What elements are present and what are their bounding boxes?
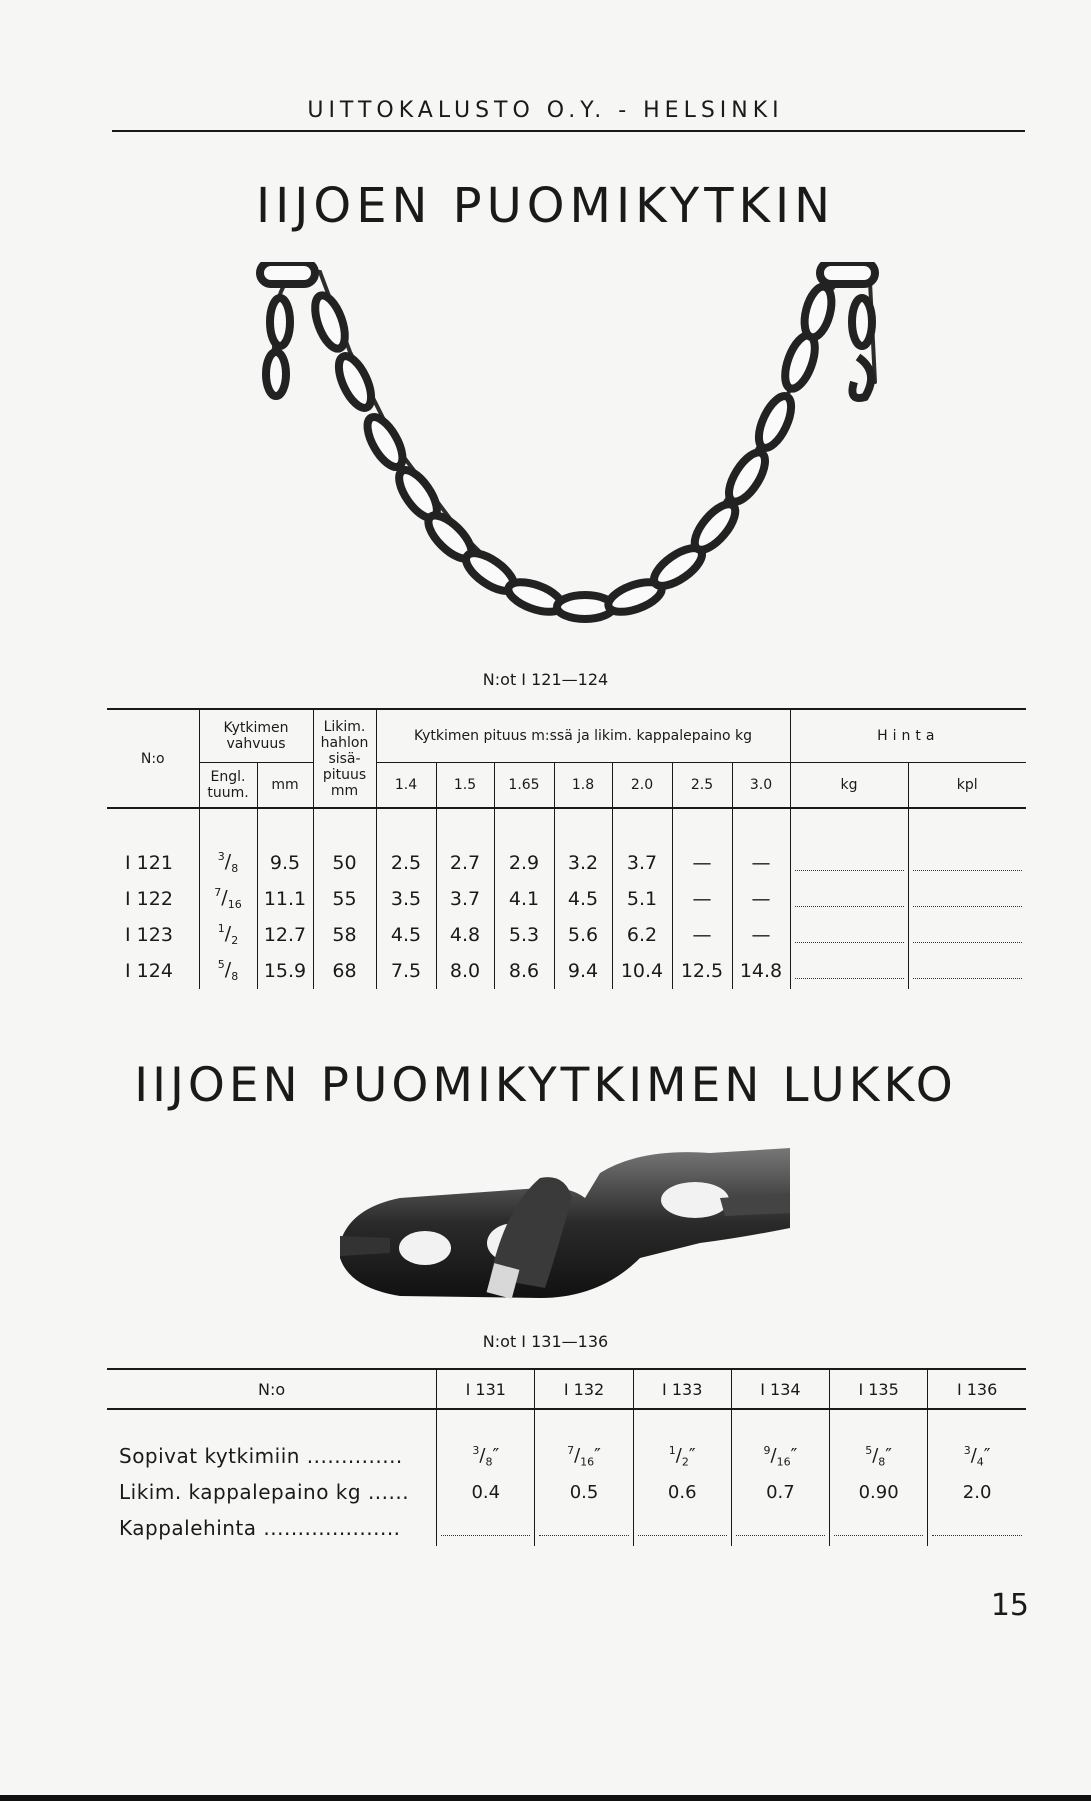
- row-weight: 5.6: [554, 917, 612, 953]
- weight-value: 0.5: [535, 1474, 633, 1510]
- page-number: 15: [990, 1588, 1029, 1623]
- header-rule: [112, 130, 1025, 132]
- row-weight: —: [732, 917, 790, 953]
- price-kg-blank: [790, 881, 908, 917]
- weight-value: 0.90: [830, 1474, 928, 1510]
- col-header-no: N:o: [107, 709, 199, 808]
- weight-value: 0.4: [437, 1474, 535, 1510]
- row-weight: —: [672, 845, 732, 881]
- weight-value: 2.0: [928, 1474, 1026, 1510]
- row-no: I 122: [125, 888, 173, 910]
- row-weight: 3.7: [436, 881, 494, 917]
- row-weight: 5.3: [494, 917, 554, 953]
- row-weight: 6.2: [612, 917, 672, 953]
- table-row: [107, 1510, 1026, 1546]
- company-header: UITTOKALUSTO O.Y. - HELSINKI: [307, 98, 784, 123]
- row-mm: 9.5: [257, 845, 313, 881]
- row-link: 68: [313, 953, 376, 989]
- col-header-length: Kytkimen pituus m:ssä ja likim. kappalepaino kg: [376, 709, 790, 763]
- row-weight: 10.4: [612, 953, 672, 989]
- price-kpl-blank: [908, 917, 1026, 953]
- model-header: I 132: [535, 1369, 633, 1409]
- row-label-fits: Sopivat kytkimiin ..............: [119, 1444, 403, 1468]
- row-inch: $^1/_2$: [199, 917, 257, 953]
- row-weight: 4.5: [554, 881, 612, 917]
- row-no: I 124: [125, 960, 173, 982]
- model-header: I 135: [830, 1369, 928, 1409]
- row-weight: —: [732, 881, 790, 917]
- table-row: [107, 953, 1026, 989]
- length-header: 2.0: [612, 763, 672, 809]
- row-weight: 4.8: [436, 917, 494, 953]
- table-row: [107, 1438, 1026, 1474]
- price-kpl-blank: [908, 953, 1026, 989]
- model-header: I 131: [437, 1369, 535, 1409]
- figure-caption-2: N:ot I 131—136: [482, 1332, 609, 1351]
- weight-value: 0.6: [633, 1474, 731, 1510]
- fit-value: $^3/_8''$: [437, 1438, 535, 1474]
- lock-illustration: [340, 1148, 790, 1314]
- row-weight: 12.5: [672, 953, 732, 989]
- row-weight: 8.6: [494, 953, 554, 989]
- row-weight: —: [672, 881, 732, 917]
- length-header: 1.65: [494, 763, 554, 809]
- table-row: [107, 1474, 1026, 1510]
- row-label-price: Kappalehinta ....................: [119, 1516, 401, 1540]
- col-header-thickness-mm: mm: [257, 763, 313, 809]
- row-link: 55: [313, 881, 376, 917]
- row-mm: 11.1: [257, 881, 313, 917]
- price-blank: [437, 1510, 535, 1546]
- figure-caption-1: N:ot I 121—124: [482, 670, 609, 689]
- length-header: 1.5: [436, 763, 494, 809]
- row-weight: 8.0: [436, 953, 494, 989]
- chain-path-left: [270, 271, 875, 612]
- row-weight: 9.4: [554, 953, 612, 989]
- table-row: [107, 917, 1026, 953]
- table-row: [107, 881, 1026, 917]
- price-kpl-blank: [908, 881, 1026, 917]
- price-blank: [535, 1510, 633, 1546]
- section2-title: IIJOEN PUOMIKYTKIMEN LUKKO: [134, 1058, 957, 1113]
- col-header-thickness: Kytkimen vahvuus: [199, 709, 313, 763]
- row-weight: 5.1: [612, 881, 672, 917]
- row-link: 58: [313, 917, 376, 953]
- model-header: I 134: [731, 1369, 829, 1409]
- row-mm: 15.9: [257, 953, 313, 989]
- fit-value: $^1/_2''$: [633, 1438, 731, 1474]
- table-row: [107, 845, 1026, 881]
- price-blank: [928, 1510, 1026, 1546]
- price-kg-blank: [790, 953, 908, 989]
- row-weight: 3.2: [554, 845, 612, 881]
- col-header-thickness-in: Engl. tuum.: [199, 763, 257, 809]
- row-no: I 121: [125, 852, 173, 874]
- col-header-no: N:o: [107, 1369, 437, 1409]
- fit-value: $^7/_{16}''$: [535, 1438, 633, 1474]
- row-weight: 7.5: [376, 953, 436, 989]
- row-inch: $^3/_8$: [199, 845, 257, 881]
- chain-spec-table: [107, 708, 1026, 989]
- price-blank: [633, 1510, 731, 1546]
- row-weight: 2.9: [494, 845, 554, 881]
- col-header-price-kpl: kpl: [908, 763, 1026, 809]
- price-kg-blank: [790, 917, 908, 953]
- col-header-price: Hinta: [790, 709, 1026, 763]
- row-weight: 14.8: [732, 953, 790, 989]
- length-header: 3.0: [732, 763, 790, 809]
- fit-value: $^9/_{16}''$: [731, 1438, 829, 1474]
- price-blank: [830, 1510, 928, 1546]
- col-header-link: Likim. hahlon sisä-pituus mm: [313, 709, 376, 808]
- row-weight: 4.5: [376, 917, 436, 953]
- lock-spec-table: [107, 1368, 1026, 1546]
- row-weight: —: [672, 917, 732, 953]
- price-kg-blank: [790, 845, 908, 881]
- row-label-weight: Likim. kappalepaino kg ......: [119, 1480, 410, 1504]
- row-weight: 2.7: [436, 845, 494, 881]
- model-header: I 136: [928, 1369, 1026, 1409]
- model-header: I 133: [633, 1369, 731, 1409]
- row-weight: 3.7: [612, 845, 672, 881]
- scan-edge: [0, 1795, 1091, 1801]
- chain-illustration: [250, 262, 880, 642]
- length-header: 1.8: [554, 763, 612, 809]
- fit-value: $^3/_4''$: [928, 1438, 1026, 1474]
- col-header-price-kg: kg: [790, 763, 908, 809]
- length-header: 2.5: [672, 763, 732, 809]
- row-link: 50: [313, 845, 376, 881]
- row-inch: $^5/_8$: [199, 953, 257, 989]
- length-header: 1.4: [376, 763, 436, 809]
- row-mm: 12.7: [257, 917, 313, 953]
- weight-value: 0.7: [731, 1474, 829, 1510]
- price-kpl-blank: [908, 845, 1026, 881]
- row-inch: $^7/_{16}$: [199, 881, 257, 917]
- row-weight: 2.5: [376, 845, 436, 881]
- row-weight: 3.5: [376, 881, 436, 917]
- section1-title: IIJOEN PUOMIKYTKIN: [255, 178, 836, 234]
- row-weight: —: [732, 845, 790, 881]
- price-blank: [731, 1510, 829, 1546]
- row-no: I 123: [125, 924, 173, 946]
- fit-value: $^5/_8''$: [830, 1438, 928, 1474]
- row-weight: 4.1: [494, 881, 554, 917]
